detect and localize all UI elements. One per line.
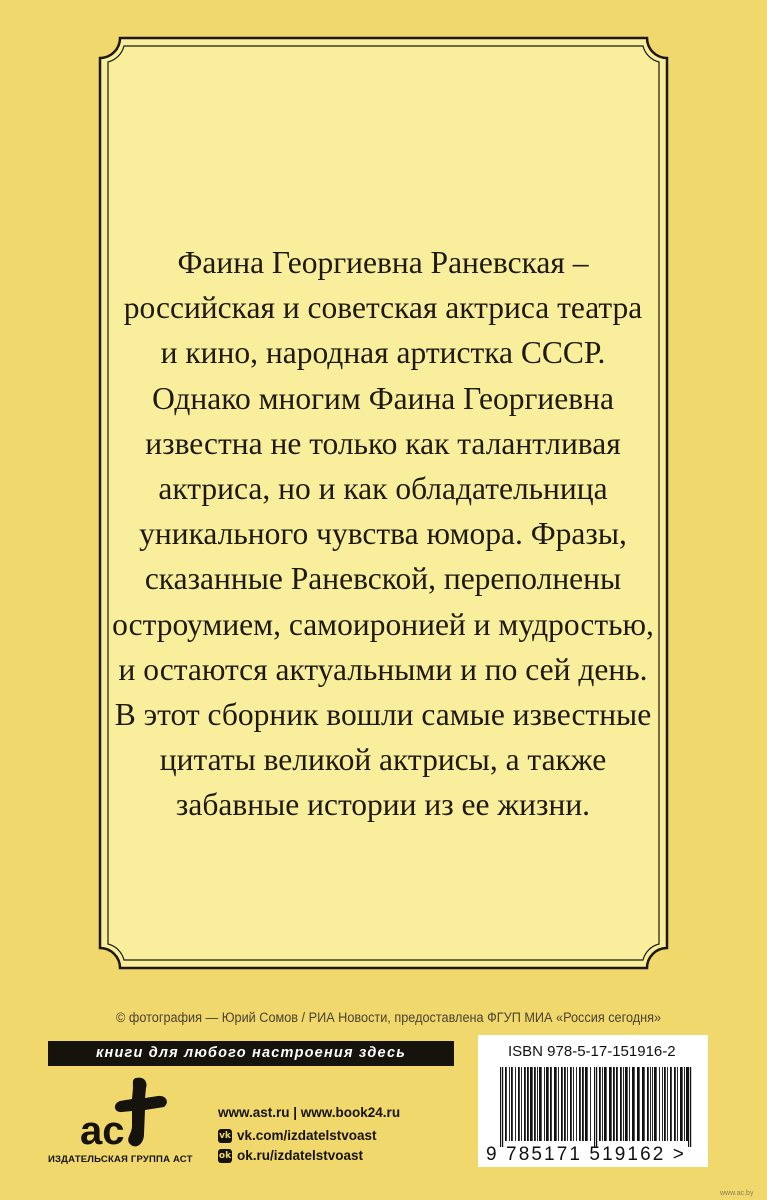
- barcode-bar: [511, 1067, 513, 1141]
- barcode-bar: [662, 1067, 663, 1141]
- barcode-bar: [609, 1067, 612, 1141]
- barcode-bar: [524, 1067, 526, 1141]
- barcode-bar: [652, 1067, 653, 1141]
- description-line: актриса, но и как обладательница: [158, 471, 608, 507]
- description-line: цитаты великой актрисы, а также: [159, 742, 607, 778]
- barcode-bar: [564, 1067, 566, 1141]
- barcode-bar: [515, 1067, 516, 1141]
- barcode-bar: [670, 1067, 672, 1141]
- barcode-bar: [594, 1067, 595, 1147]
- barcode-bar: [637, 1067, 640, 1141]
- barcode-bar: [596, 1067, 597, 1147]
- barcode-bar: [590, 1067, 591, 1141]
- barcode-bar: [690, 1067, 691, 1147]
- publisher-caption: ИЗДАТЕЛЬСКАЯ ГРУППА АСТ: [48, 1154, 193, 1165]
- barcode-bar: [632, 1067, 635, 1141]
- barcode-bar: [620, 1067, 622, 1141]
- barcode-bar: [604, 1067, 607, 1141]
- barcode-bar: [505, 1067, 507, 1141]
- barcode-bar: [667, 1067, 668, 1141]
- logo-letters: ас: [80, 1109, 125, 1152]
- vk-icon: vk: [219, 1131, 231, 1141]
- barcode-bar: [500, 1067, 501, 1147]
- isbn-barcode-block: [478, 1035, 708, 1167]
- barcode-bar: [544, 1067, 545, 1141]
- ok-icon: ok: [218, 1151, 232, 1161]
- barcode-bar: [518, 1067, 520, 1141]
- barcode-bar: [629, 1067, 630, 1141]
- barcode-bar: [680, 1067, 683, 1141]
- description-line: сказанные Раневской, переполнены: [144, 561, 622, 597]
- barcode-bar: [664, 1067, 666, 1141]
- barcode-bar: [502, 1067, 503, 1147]
- barcode-bar: [654, 1067, 657, 1141]
- website-links[interactable]: www.ast.ru | www.book24.ru: [218, 1105, 401, 1120]
- barcode-bar: [599, 1067, 601, 1141]
- isbn-digits: 9 785171 519162 >: [486, 1144, 687, 1165]
- ok-link[interactable]: [218, 1146, 400, 1166]
- description-line: российская и советская актриса театра: [123, 290, 643, 326]
- barcode-bar: [573, 1067, 574, 1141]
- barcode-bar: [659, 1067, 660, 1141]
- barcode-bar: [684, 1067, 685, 1141]
- barcode-bar: [546, 1067, 549, 1141]
- vk-link-text: vk.com/izdatelstvoast: [237, 1128, 377, 1143]
- description-line: В этот сборник вошли самые известные: [114, 697, 652, 733]
- description-line: Фаина Георгиевна Раневская –: [177, 245, 589, 280]
- description-line: остроумием, самоиронией и мудростью,: [112, 606, 654, 642]
- barcode-bar: [570, 1067, 572, 1141]
- barcode-bar: [539, 1067, 542, 1141]
- description-line: и остаются актуальными и по сей день.: [118, 651, 648, 687]
- barcode-bar: [576, 1067, 577, 1141]
- barcode-bar: [585, 1067, 588, 1141]
- description-line: уникального чувства юмора. Фразы,: [139, 516, 627, 552]
- description-line: известна не только как талантливая: [145, 425, 621, 461]
- book-description: [96, 240, 670, 828]
- ok-link-text: ok.ru/izdatelstvoast: [237, 1148, 364, 1163]
- tagline-banner: книги для любого настроения здесь: [48, 1041, 454, 1066]
- barcode-bar: [674, 1067, 676, 1141]
- barcode-bar: [642, 1067, 645, 1141]
- barcode-bar: [527, 1067, 529, 1141]
- barcode-bar: [509, 1067, 510, 1141]
- description-line: и кино, народная артистка СССР.: [160, 335, 606, 371]
- barcode-bar: [625, 1067, 628, 1141]
- barcode-bar: [650, 1067, 651, 1141]
- barcode-bar: [567, 1067, 568, 1141]
- barcode-bar: [550, 1067, 552, 1141]
- barcode-bar: [537, 1067, 538, 1141]
- watermark: www.ac.by: [720, 1190, 754, 1197]
- description-line: забавные истории из ее жизни.: [175, 787, 591, 823]
- isbn-label: ISBN 978-5-17-151916-2: [508, 1043, 676, 1060]
- barcode-bar: [579, 1067, 581, 1141]
- barcode-bar: [554, 1067, 557, 1141]
- barcode-bar: [521, 1067, 522, 1141]
- barcode-bar: [582, 1067, 584, 1141]
- barcode-bar: [534, 1067, 536, 1141]
- barcode-bar: [561, 1067, 563, 1141]
- barcode-bar: [613, 1067, 615, 1141]
- barcode-bar: [623, 1067, 624, 1141]
- barcode-bar: [530, 1067, 533, 1141]
- barcode-bar: [602, 1067, 603, 1141]
- barcode-bar: [616, 1067, 618, 1141]
- ast-logo: [78, 1076, 174, 1152]
- photo-credit: © фотография — Юрий Сомов / РИА Новости, предоставлена ФГУП МИА «Россия сегодня»: [116, 1010, 662, 1025]
- vk-link[interactable]: [218, 1126, 400, 1146]
- barcode-bar: [686, 1067, 689, 1141]
- barcode-bar: [647, 1067, 649, 1141]
- publisher-links: [218, 1100, 400, 1166]
- description-line: Однако многим Фаина Георгиевна: [152, 380, 614, 416]
- barcode-bar: [677, 1067, 678, 1141]
- barcode-bar: [558, 1067, 559, 1141]
